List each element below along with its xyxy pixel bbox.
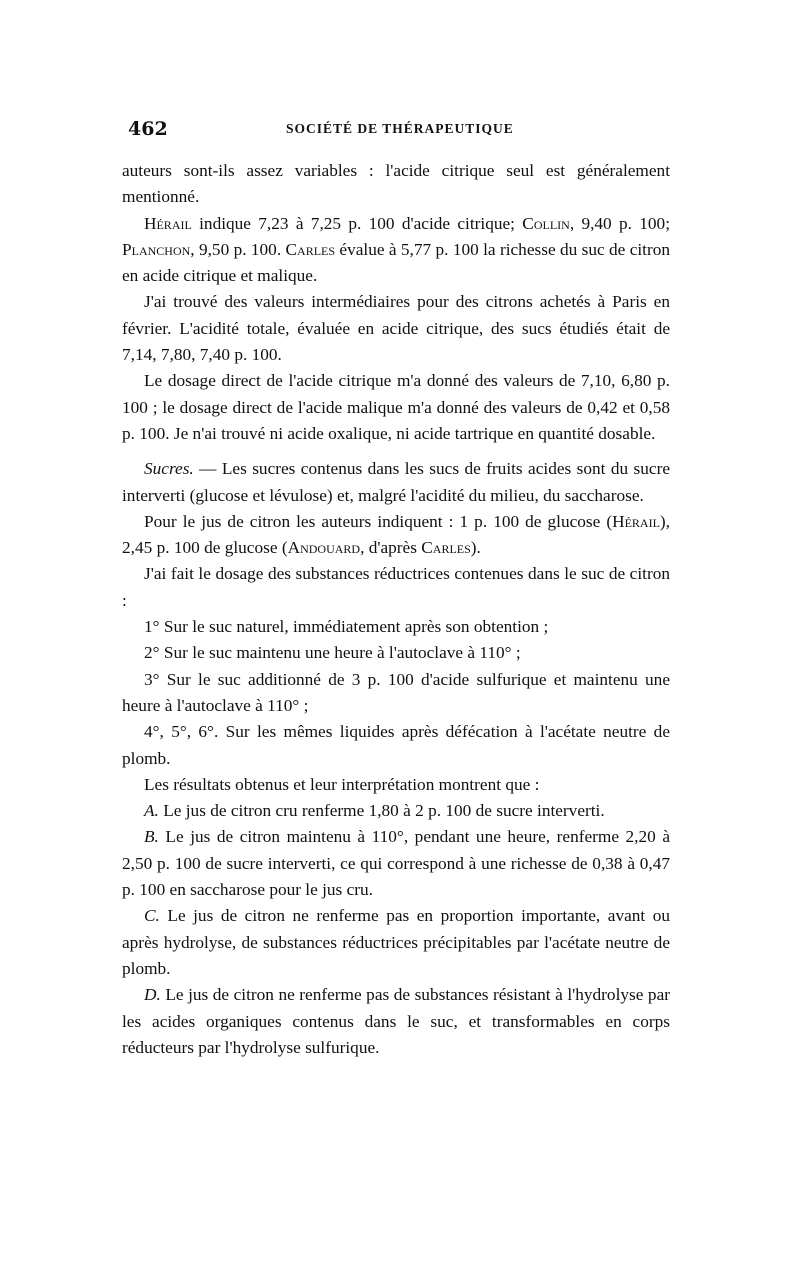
text-segment: , 9,50 p. 100. <box>190 239 286 259</box>
paragraph-sucres-heading <box>122 456 670 509</box>
body-text <box>122 158 670 1061</box>
text-segment: A. <box>144 801 159 821</box>
text-segment: Hérail <box>144 213 192 233</box>
paragraph-own-measurements: J'ai trouvé des valeurs intermédiaires pour des citrons achetés à Paris en février. L'acidité totale, évaluée en acide citrique, des sucs étudiés était de 7,14, 7,80, 7,40 p. 100. <box>122 292 670 365</box>
page-header <box>128 118 673 142</box>
text-segment: Le jus de citron ne renferme pas en proportion importante, avant ou après hydrolyse, de substances réductrices précipitables par l'acétate neutre de plomb. <box>122 906 670 978</box>
text-segment: Le jus de citron cru renferme 1,80 à 2 p. 100 de sucre interverti. <box>158 801 605 821</box>
text-segment: évalue à 5,77 p. 100 la richesse du suc de citron en acide citrique et malique. <box>122 239 671 286</box>
text-segment: — Les sucres contenus dans les sucs de fruits acides sont du sucre interverti (glucose et lévulose) et, malgré l'acidité du milieu, du saccharose. <box>122 459 670 505</box>
page-number: 462 <box>128 118 168 140</box>
paragraph-reducing-substances: J'ai fait le dosage des substances réductrices contenues dans le suc de citron : <box>122 564 670 610</box>
text-segment: indique 7,23 à 7,25 p. 100 d'acide citrique; <box>191 213 523 233</box>
text-segment: Hérail <box>612 511 660 531</box>
text-segment: Collin <box>522 213 570 233</box>
text-segment: Le jus de citron ne renferme pas de substances résistant à l'hydrolyse par les acides organiques contenus dans le suc, et transformables en corps réducteurs par l'hydrolyse sulfurique. <box>122 985 670 1057</box>
paragraph-continuation: auteurs sont-ils assez variables : l'acide citrique seul est généralement mentionné. <box>122 161 670 207</box>
text-segment: ). <box>470 538 481 558</box>
result-d <box>122 982 670 1061</box>
text-segment: Carles <box>421 538 471 558</box>
paragraph-results-intro: Les résultats obtenus et leur interprétation montrent que : <box>144 774 540 794</box>
text-segment: B. <box>144 827 159 847</box>
result-c <box>122 903 670 982</box>
running-title: SOCIÉTÉ DE THÉRAPEUTIQUE <box>286 121 514 136</box>
paragraph-glucose-values <box>122 509 670 562</box>
text-segment: Le jus de citron maintenu à 110°, pendant une heure, renferme 2,20 à 2,50 p. 100 de sucre interverti, ce qui correspond à une richesse de 0,38 à 0,47 p. 100 en saccharose pour le jus cru. <box>122 827 670 900</box>
text-segment: , 9,40 p. 100; <box>569 213 670 233</box>
text-segment: Carles <box>285 239 336 259</box>
list-item-1: 1° Sur le suc naturel, immédiatement après son obtention ; <box>144 617 549 637</box>
list-item-2: 2° Sur le suc maintenu une heure à l'autoclave à 110° ; <box>144 643 521 663</box>
paragraph-direct-dosage: Le dosage direct de l'acide citrique m'a donné des valeurs de 7,10, 6,80 p. 100 ; le dosage direct de l'acide malique m'a donné des valeurs de 0,42 et 0,58 p. 100. Je n'ai trouvé ni acide oxalique, ni acide tartrique en quantité dosable. <box>122 371 670 443</box>
list-item-3: 3° Sur le suc additionné de 3 p. 100 d'acide sulfurique et maintenu une heure à l'autoclave à 110° ; <box>122 669 670 715</box>
list-item-4-5-6: 4°, 5°, 6°. Sur les mêmes liquides après défécation à l'acétate neutre de plomb. <box>122 722 670 768</box>
text-segment: Planchon <box>122 239 191 259</box>
result-a <box>122 798 670 824</box>
text-segment: D. <box>144 985 161 1005</box>
text-segment: , d'après <box>360 538 422 558</box>
text-segment: Sucres. <box>144 459 194 479</box>
paragraph-authors-values <box>122 211 670 290</box>
text-segment: ), 2,45 p. 100 de glucose ( <box>122 511 670 558</box>
text-segment: C. <box>144 906 160 926</box>
text-segment: Pour le jus de citron les auteurs indiquent : 1 p. 100 de glucose ( <box>144 511 613 531</box>
text-segment: Andouard <box>287 538 361 558</box>
result-b <box>122 824 670 903</box>
